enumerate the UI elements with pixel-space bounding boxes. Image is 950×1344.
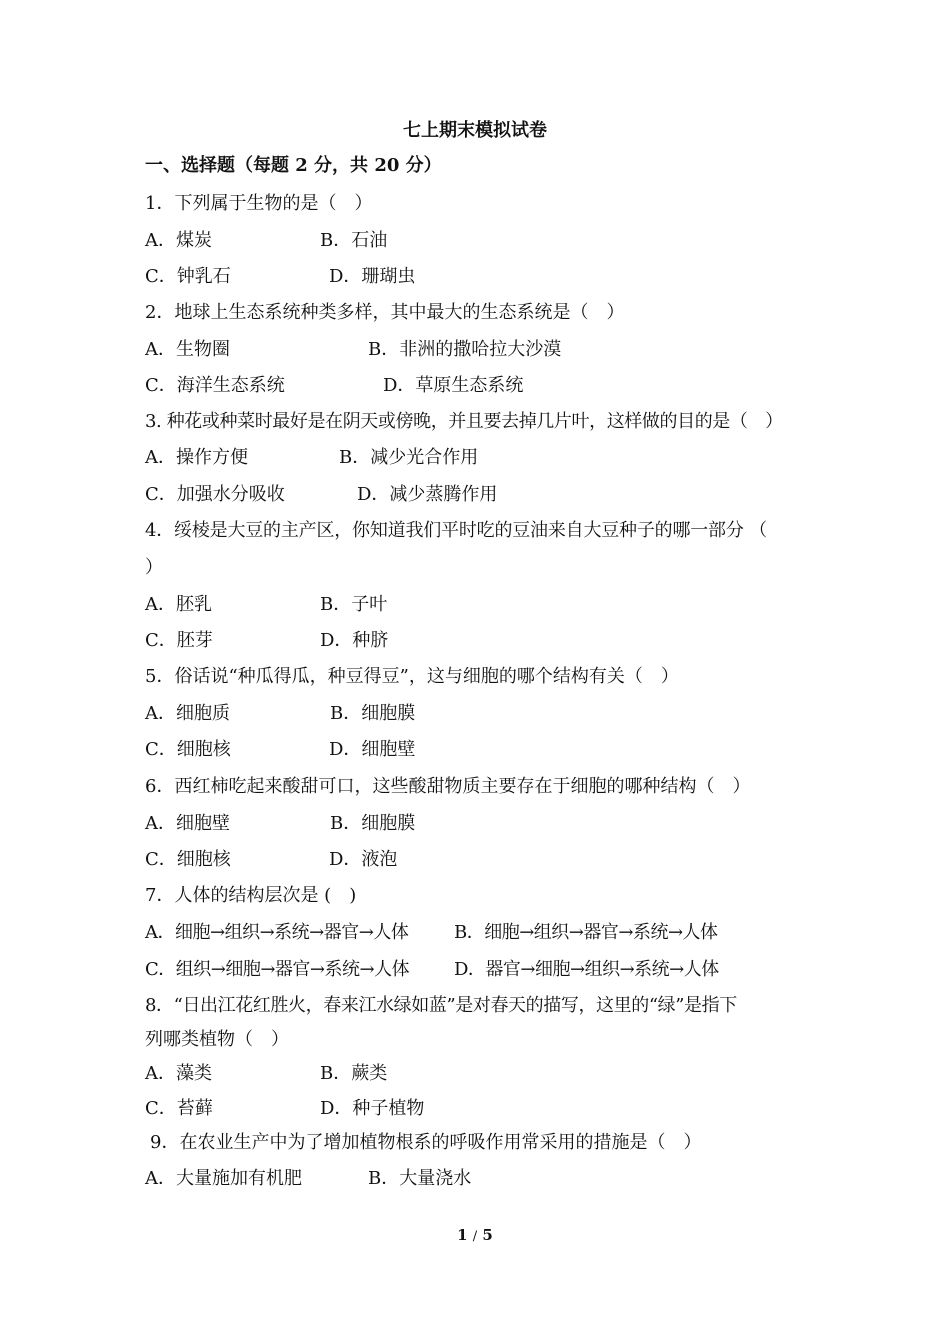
option-d: D．器官→细胞→组织→系统→人体 — [454, 959, 719, 980]
option-b: B．减少光合作用 — [339, 447, 479, 468]
page-number — [0, 1226, 950, 1244]
section-heading: 一、选择题（每题 2 分，共 20 分） — [145, 155, 442, 176]
option-d: D．细胞壁 — [329, 739, 416, 760]
option-c: C．细胞核 — [145, 849, 231, 870]
option-a: A．生物圈 — [145, 339, 230, 360]
option-d: D．种脐 — [320, 630, 389, 651]
question-stem: 2．地球上生态系统种类多样，其中最大的生态系统是（ ） — [145, 302, 625, 323]
question-stem: 9．在农业生产中为了增加植物根系的呼吸作用常采用的措施是（ ） — [150, 1132, 702, 1153]
option-a: A．细胞壁 — [145, 813, 230, 834]
question-stem: 7．人体的结构层次是 ( ) — [145, 885, 357, 906]
option-a: A．细胞→组织→系统→器官→人体 — [145, 922, 409, 943]
option-b: B．蕨类 — [320, 1063, 388, 1084]
option-d: D．草原生态系统 — [383, 375, 524, 396]
question-stem: 4．绥棱是大豆的主产区，你知道我们平时吃的豆油来自大豆种子的哪一部分 （ — [145, 520, 767, 541]
exam-title: 七上期末模拟试卷 — [403, 120, 547, 141]
current-page: 1 — [457, 1226, 468, 1244]
option-a: A．藻类 — [145, 1063, 212, 1084]
option-b: B．子叶 — [320, 594, 388, 615]
option-d: D．减少蒸腾作用 — [357, 484, 498, 505]
option-d: D．种子植物 — [320, 1098, 425, 1119]
option-c: C．胚芽 — [145, 630, 213, 651]
total-pages: 5 — [482, 1226, 493, 1244]
option-b: B．石油 — [320, 230, 388, 251]
question-stem: 5．俗话说“种瓜得瓜，种豆得豆”，这与细胞的哪个结构有关（ ） — [145, 666, 679, 687]
option-b: B．非洲的撒哈拉大沙漠 — [368, 339, 562, 360]
option-b: B．细胞膜 — [330, 813, 416, 834]
question-stem: 8．“日出江花红胜火，春来江水绿如蓝”是对春天的描写，这里的“绿”是指下 — [145, 995, 737, 1016]
option-b: B．细胞膜 — [330, 703, 416, 724]
option-c: C．钟乳石 — [145, 266, 231, 287]
option-c: C．海洋生态系统 — [145, 375, 285, 396]
option-c: C．加强水分吸收 — [145, 484, 285, 505]
option-a: A．大量施加有机肥 — [145, 1168, 302, 1189]
option-a: A．细胞质 — [145, 703, 230, 724]
option-a: A．操作方便 — [145, 447, 248, 468]
option-c: C．细胞核 — [145, 739, 231, 760]
question-stem-continued: ） — [145, 557, 163, 578]
option-a: A．胚乳 — [145, 594, 212, 615]
option-a: A．煤炭 — [145, 230, 212, 251]
question-stem: 3. 种花或种菜时最好是在阴天或傍晚，并且要去掉几片叶，这样做的目的是（ ） — [145, 411, 783, 432]
option-c: C．苔藓 — [145, 1098, 213, 1119]
page-separator: / — [472, 1229, 478, 1244]
option-d: D．液泡 — [329, 849, 398, 870]
option-b: B．细胞→组织→器官→系统→人体 — [454, 922, 718, 943]
question-stem-continued: 列哪类植物（ ） — [145, 1029, 289, 1050]
option-b: B．大量浇水 — [368, 1168, 472, 1189]
option-c: C．组织→细胞→器官→系统→人体 — [145, 959, 410, 980]
question-stem: 1．下列属于生物的是（ ） — [145, 193, 373, 214]
option-d: D．珊瑚虫 — [329, 266, 416, 287]
question-stem: 6．西红柿吃起来酸甜可口，这些酸甜物质主要存在于细胞的哪种结构（ ） — [145, 776, 751, 797]
